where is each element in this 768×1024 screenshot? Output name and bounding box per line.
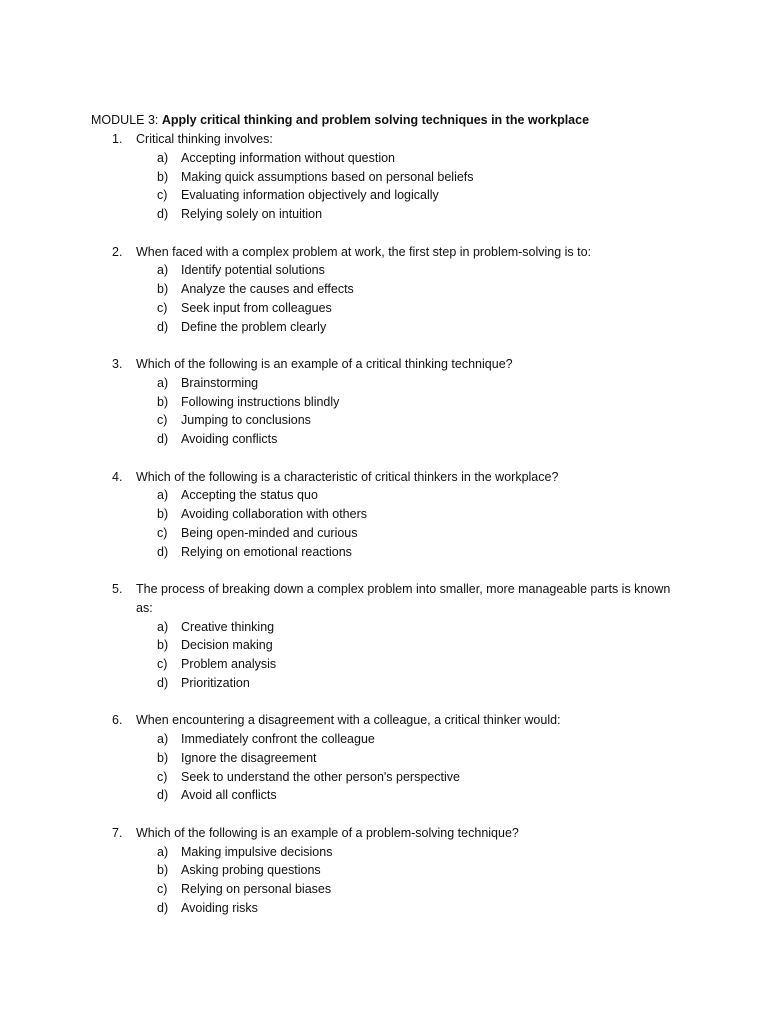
- question-number: 7.: [112, 825, 123, 840]
- option-text: Avoiding conflicts: [181, 432, 278, 446]
- option-d: [0, 543, 768, 562]
- option-b: [0, 861, 768, 880]
- option-text: Asking probing questions: [181, 863, 321, 878]
- option-letter: c): [157, 525, 168, 540]
- option-b: [0, 280, 768, 299]
- question-text: Which of the following is an example of a critical thinking technique?: [136, 357, 513, 371]
- question-text: Which of the following is a characteristic of critical thinkers in the workplace?: [136, 469, 559, 484]
- option-text: Making quick assumptions based on personal beliefs: [181, 169, 474, 184]
- option-text: Avoiding risks: [181, 900, 258, 915]
- question-1: [0, 130, 768, 224]
- option-letter: d): [157, 675, 169, 690]
- module-title: [91, 112, 589, 129]
- question-text: Critical thinking involves:: [136, 132, 273, 146]
- option-a: [0, 149, 768, 168]
- option-text: Prioritization: [181, 675, 250, 690]
- option-text: Decision making: [181, 638, 273, 653]
- question-3: [0, 355, 768, 449]
- option-d: [0, 205, 768, 224]
- option-text: Accepting the status quo: [181, 488, 318, 503]
- option-text: Analyze the causes and effects: [181, 282, 354, 296]
- option-c: [0, 524, 768, 543]
- option-letter: c): [157, 188, 168, 203]
- option-text: Immediately confront the colleague: [181, 732, 375, 746]
- option-letter: b): [157, 169, 169, 184]
- option-a: [0, 374, 768, 393]
- question-list: [0, 130, 768, 936]
- option-text: Following instructions blindly: [181, 394, 340, 409]
- option-letter: c): [157, 413, 168, 428]
- question-number: 3.: [112, 357, 123, 371]
- option-letter: a): [157, 263, 169, 278]
- option-letter: b): [157, 507, 169, 521]
- option-letter: c): [157, 657, 168, 671]
- question-number: 1.: [112, 132, 123, 146]
- option-b: [0, 749, 768, 768]
- question-number: 6.: [112, 713, 123, 728]
- option-letter: c): [157, 882, 168, 896]
- option-c: [0, 655, 768, 674]
- option-b: [0, 168, 768, 187]
- option-list: [0, 843, 768, 918]
- option-letter: a): [157, 844, 169, 859]
- option-text: Being open-minded and curious: [181, 525, 358, 540]
- option-letter: c): [157, 769, 168, 784]
- option-a: [0, 843, 768, 862]
- option-letter: b): [157, 750, 169, 765]
- question-text: When faced with a complex problem at work, the first step in problem-solving is to:: [136, 244, 592, 259]
- option-b: [0, 393, 768, 412]
- question-text: When encountering a disagreement with a colleague, a critical thinker would:: [136, 713, 561, 728]
- option-a: [0, 730, 768, 749]
- option-letter: d): [157, 900, 169, 915]
- option-list: [0, 730, 768, 805]
- module-heading: Apply critical thinking and problem solving techniques in the workplace: [161, 113, 590, 127]
- option-text: Seek input from colleagues: [181, 300, 332, 315]
- option-letter: b): [157, 394, 169, 409]
- option-letter: a): [157, 375, 169, 390]
- option-text: Seek to understand the other person's perspective: [181, 769, 460, 784]
- option-letter: b): [157, 638, 169, 653]
- option-letter: c): [157, 300, 168, 315]
- option-text: Avoid all conflicts: [181, 788, 277, 803]
- option-d: [0, 430, 768, 449]
- option-c: [0, 411, 768, 430]
- question-5: [0, 580, 768, 693]
- option-letter: d): [157, 544, 169, 559]
- option-text: Brainstorming: [181, 375, 259, 390]
- module-label: MODULE 3:: [91, 113, 159, 127]
- question-number: 2.: [112, 244, 123, 259]
- option-letter: b): [157, 863, 169, 878]
- option-a: [0, 618, 768, 637]
- option-letter: a): [157, 150, 169, 165]
- question-2: [0, 243, 768, 337]
- option-b: [0, 505, 768, 524]
- question-7: [0, 824, 768, 918]
- option-d: [0, 899, 768, 918]
- option-d: [0, 786, 768, 805]
- option-text: Relying on emotional reactions: [181, 544, 352, 559]
- option-text: Problem analysis: [181, 657, 277, 671]
- option-letter: d): [157, 432, 169, 446]
- option-b: [0, 636, 768, 655]
- option-d: [0, 318, 768, 337]
- option-list: [0, 374, 768, 449]
- option-letter: d): [157, 207, 169, 221]
- option-letter: a): [157, 619, 169, 634]
- option-text: Evaluating information objectively and logically: [181, 188, 439, 203]
- option-d: [0, 674, 768, 693]
- question-6: [0, 711, 768, 805]
- option-c: [0, 299, 768, 318]
- option-text: Identify potential solutions: [181, 263, 325, 278]
- option-a: [0, 261, 768, 280]
- question-text: The process of breaking down a complex problem into smaller, more manageable parts is known as:: [136, 582, 671, 615]
- option-text: Jumping to conclusions: [181, 413, 311, 428]
- question-number: 4.: [112, 469, 123, 484]
- option-letter: b): [157, 282, 169, 296]
- question-number: 5.: [112, 582, 123, 596]
- option-text: Relying on personal biases: [181, 882, 332, 896]
- option-letter: a): [157, 732, 169, 746]
- option-text: Ignore the disagreement: [181, 750, 317, 765]
- option-text: Making impulsive decisions: [181, 844, 333, 859]
- option-letter: d): [157, 319, 169, 334]
- option-list: [0, 486, 768, 561]
- question-4: [0, 468, 768, 562]
- option-list: [0, 261, 768, 336]
- option-letter: a): [157, 488, 169, 503]
- question-text: Which of the following is an example of a problem-solving technique?: [136, 825, 519, 840]
- option-text: Define the problem clearly: [181, 319, 327, 334]
- option-list: [0, 149, 768, 224]
- option-text: Accepting information without question: [181, 150, 396, 165]
- option-letter: d): [157, 788, 169, 803]
- option-c: [0, 186, 768, 205]
- option-text: Relying solely on intuition: [181, 207, 323, 221]
- option-text: Avoiding collaboration with others: [181, 507, 367, 521]
- option-text: Creative thinking: [181, 619, 275, 634]
- option-c: [0, 768, 768, 787]
- option-c: [0, 880, 768, 899]
- option-a: [0, 486, 768, 505]
- option-list: [0, 618, 768, 693]
